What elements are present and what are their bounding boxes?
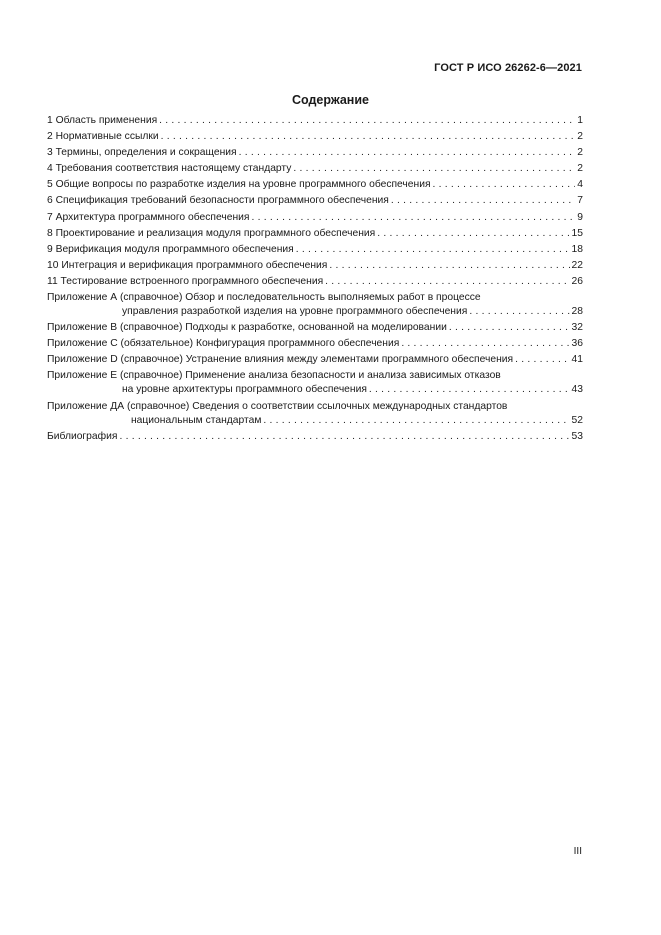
toc-entry-page: 2: [577, 163, 583, 175]
toc-annex-d[interactable]: [47, 353, 583, 367]
toc-entry-page: 9: [577, 211, 583, 223]
toc-entry-page: 52: [571, 414, 583, 426]
toc-annex-line2: национальным стандартам: [131, 414, 262, 426]
table-of-contents: [47, 114, 583, 446]
leader-dots: [159, 114, 575, 128]
toc-entry-text: 5 Общие вопросы по разработке изделия на уровне программного обеспечения: [47, 179, 431, 191]
leader-dots: [377, 227, 569, 241]
toc-entry-2[interactable]: [47, 130, 583, 144]
toc-annex-line1: Приложение А (справочное) Обзор и последовательность выполняемых работ в процессе: [47, 292, 481, 304]
leader-dots: [293, 162, 575, 176]
toc-entry-page: 4: [577, 179, 583, 191]
toc-entry-8[interactable]: [47, 227, 583, 241]
toc-annex-e[interactable]: [47, 369, 583, 397]
toc-entry-5[interactable]: [47, 178, 583, 192]
toc-entry-page: 15: [571, 227, 583, 239]
toc-entry-3[interactable]: [47, 146, 583, 160]
toc-annex-line2: управления разработкой изделия на уровне программного обеспечения: [122, 306, 468, 318]
toc-title: Содержание: [291, 93, 369, 107]
leader-dots: [325, 275, 569, 289]
toc-entry-9[interactable]: [47, 243, 583, 257]
leader-dots: [296, 243, 570, 257]
leader-dots: [391, 194, 575, 208]
toc-entry-page: 18: [571, 243, 583, 255]
leader-dots: [369, 383, 570, 397]
toc-entry-text: Приложение В (справочное) Подходы к разработке, основанной на моделировании: [47, 322, 447, 334]
toc-entry-page: 28: [571, 306, 583, 318]
toc-entry-text: 4 Требования соответствия настоящему стандарту: [47, 163, 292, 175]
toc-annex-line1: Приложение ДА (справочное) Сведения о соответствии ссылочных международных стандартов: [47, 400, 508, 412]
leader-dots: [119, 430, 569, 444]
toc-annex-da[interactable]: [47, 400, 583, 428]
leader-dots: [433, 178, 576, 192]
toc-entry-text: 3 Термины, определения и сокращения: [47, 147, 237, 159]
toc-entry-page: 2: [577, 131, 583, 143]
toc-annex-b[interactable]: [47, 321, 583, 335]
leader-dots: [161, 130, 576, 144]
toc-entry-text: 11 Тестирование встроенного программного обеспечения: [47, 275, 324, 287]
toc-entry-text: 1 Область применения: [47, 115, 158, 126]
toc-entry-7[interactable]: [47, 211, 583, 225]
toc-entry-text: Приложение D (справочное) Устранение влияния между элементами программного обеспечения: [47, 354, 514, 366]
toc-entry-6[interactable]: [47, 194, 583, 208]
toc-annex-line1: Приложение Е (справочное) Применение анализа безопасности и анализа зависимых отказов: [47, 370, 501, 382]
toc-entry-page: 32: [571, 322, 583, 334]
toc-annex-a[interactable]: [47, 291, 583, 319]
toc-entry-1[interactable]: [47, 114, 583, 128]
leader-dots: [263, 414, 569, 428]
toc-entry-text: 9 Верификация модуля программного обеспечения: [47, 243, 294, 255]
toc-annex-line2: на уровне архитектуры программного обеспечения: [122, 384, 367, 396]
toc-entry-text: 8 Проектирование и реализация модуля программного обеспечения: [47, 227, 376, 239]
leader-dots: [449, 321, 570, 335]
toc-entry-text: 7 Архитектура программного обеспечения: [47, 211, 250, 223]
toc-annex-c[interactable]: [47, 337, 583, 351]
toc-entry-page: 7: [577, 195, 583, 207]
toc-entry-text: Приложение С (обязательное) Конфигурация программного обеспечения: [47, 338, 400, 350]
toc-entry-text: 6 Спецификация требований безопасности программного обеспечения: [47, 195, 389, 207]
leader-dots: [239, 146, 576, 160]
toc-entry-4[interactable]: [47, 162, 583, 176]
toc-entry-page: 36: [571, 338, 583, 350]
leader-dots: [469, 305, 569, 319]
toc-entry-page: 1: [577, 115, 583, 126]
toc-entry-page: 22: [571, 259, 583, 271]
leader-dots: [515, 353, 569, 367]
toc-entry-page: 53: [571, 430, 583, 442]
leader-dots: [401, 337, 569, 351]
standard-code: ГОСТ Р ИСО 26262-6—2021: [434, 62, 582, 74]
leader-dots: [329, 259, 569, 273]
toc-entry-page: 2: [577, 147, 583, 159]
page-number: III: [573, 846, 582, 857]
toc-entry-page: 26: [571, 275, 583, 287]
toc-entry-page: 41: [571, 354, 583, 366]
toc-entry-text: 10 Интеграция и верификация программного обеспечения: [47, 259, 328, 271]
toc-entry-text: Библиография: [47, 430, 118, 442]
toc-entry-10[interactable]: [47, 259, 583, 273]
toc-bibliography[interactable]: [47, 430, 583, 444]
toc-entry-11[interactable]: [47, 275, 583, 289]
leader-dots: [251, 211, 575, 225]
toc-entry-page: 43: [571, 384, 583, 396]
toc-entry-text: 2 Нормативные ссылки: [47, 131, 159, 143]
